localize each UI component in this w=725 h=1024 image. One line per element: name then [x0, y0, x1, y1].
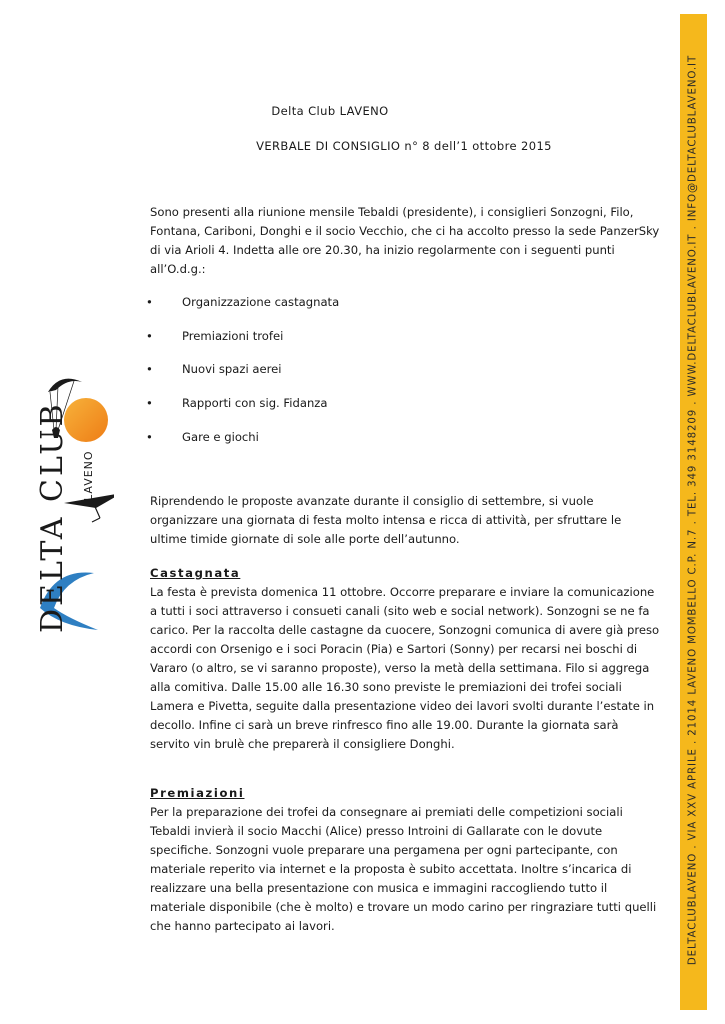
bullet-icon: • — [146, 328, 153, 343]
agenda-item-text: Organizzazione castagnata — [182, 295, 340, 309]
paraglider-wing-icon — [48, 379, 82, 392]
logo-text: DELTA CLUB — [35, 401, 70, 633]
agenda-item-text: Nuovi spazi aerei — [182, 362, 282, 377]
bullet-icon: • — [146, 362, 153, 377]
agenda-item-text: Rapporti con sig. Fidanza — [182, 396, 328, 411]
section-body-premiazioni: Per la preparazione dei trofei da consegnare ai premiati delle competizioni sociali Tebaldi invierà il socio Macchi (Alice) presso Introini di Gallarate con le dovute specifiche. Sonzogni vuole preparare una pergamena per ogni partecipante, con materiale reperito via internet e la proposta è subito accettata. Inoltre s’incarica di realizzare una bella presentazione con musica e immagini raccogliendo tutto il materiale disponibile (che è molto) e trovare un modo carino per ringraziare tutti quelli che hanno partecipato ai lavori. — [150, 805, 657, 933]
club-logo — [34, 368, 114, 638]
bullet-icon: • — [146, 429, 153, 444]
sun-icon — [64, 398, 108, 442]
document-subtitle: VERBALE DI CONSIGLIO n° 8 dell’1 ottobre 2015 — [256, 139, 552, 153]
bullet-icon: • — [146, 396, 153, 411]
section-body-castagnata: La festa è prevista domenica 11 ottobre. Occorre preparare e inviare la comunicazione a tutti i soci attraverso i consueti canali (sito web e social network). Sonzogni se ne fa carico. Per la raccolta delle castagne da cuocere, Sonzogni comunica di avere già preso accordi con Orsenigo e i soci Poracin (Pia) e Sartori (Sonny) per recarsi nei boschi di Vararo (o altro, se vi saranno proposte), verso la metà della settimana. Filo si aggrega alla comitiva. Dalle 15.00 alle 16.30 sono previste le premiazioni dei trofei sociali Lamera e Pivetta, seguite dalla presentazione video dei lavori svolti durante l’estate in decollo. Infine ci sarà un breve rinfresco fino alle 19.00. Durante la giornata sarà servito vin brulè che preparerà il consigliere Donghi. — [150, 585, 660, 751]
document-title: Delta Club LAVENO — [271, 104, 389, 118]
agenda-item-text: Premiazioni trofei — [182, 328, 284, 343]
section-heading-castagnata: Castagnata — [150, 566, 241, 580]
agenda-item-text: Gare e giochi — [182, 429, 259, 444]
letterhead-contact-text: DELTACLUBLAVENO . VIA XXV APRILE . 21014 LAVENO MOMBELLO C.P. N.7 . TEL. 349 3148209 . WWW.DELTACLUBLAVENO.IT . INFO@DELTACLUBLAVENO.IT — [687, 54, 699, 966]
logo-subtext: LAVENO — [82, 450, 95, 501]
bullet-icon: • — [146, 295, 153, 309]
section-heading-premiazioni: Premiazioni — [150, 786, 245, 800]
opening-paragraph: Riprendendo le proposte avanzate durante il consiglio di settembre, si vuole organizzare una giornata di festa molto intensa e ricca di attività, per sfruttare le ultime timide giornate di sole alle porte dell’autunno. — [150, 494, 622, 546]
intro-paragraph: Sono presenti alla riunione mensile Tebaldi (presidente), i consiglieri Sonzogni, Filo, Fontana, Cariboni, Donghi e il socio Vecchio, che ci ha accolto presso la sede PanzerSky di via Arioli 4. Indetta alle ore 20.30, ha inizio regolarmente con i seguenti punti all’O.d.g.: — [150, 205, 660, 276]
